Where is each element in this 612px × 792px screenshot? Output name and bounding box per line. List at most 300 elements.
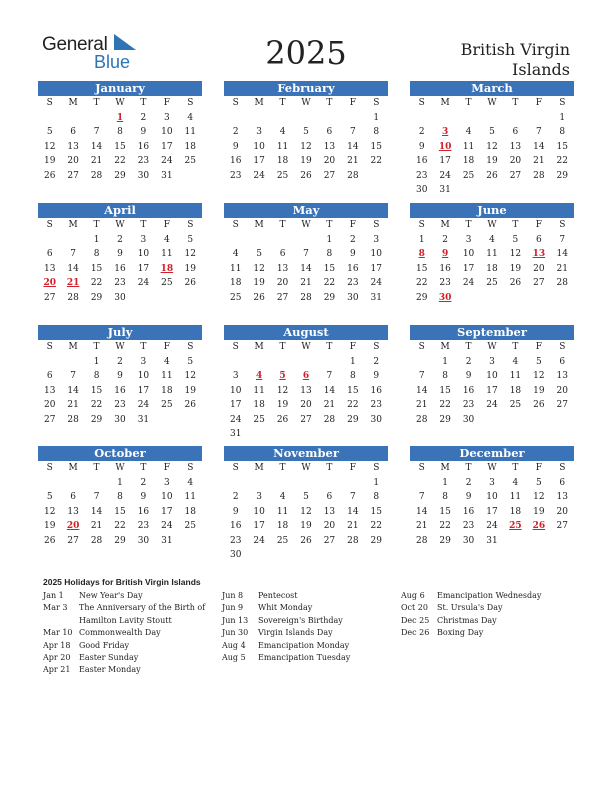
day-cell: 15 bbox=[439, 506, 451, 517]
empty-cell bbox=[318, 476, 341, 491]
weekday-label: T bbox=[326, 220, 333, 230]
weekday-label: W bbox=[487, 98, 497, 108]
month-header: March bbox=[410, 81, 574, 96]
day-cell: 7 bbox=[418, 492, 425, 502]
day-cell: 24 bbox=[253, 170, 265, 181]
day-cell: 14 bbox=[347, 506, 359, 517]
day-cell: 9 bbox=[349, 249, 356, 259]
day-cell: 28 bbox=[90, 535, 103, 546]
holiday-date: 1 bbox=[116, 112, 124, 123]
day-cell: 8 bbox=[373, 127, 380, 137]
day-cell: 16 bbox=[370, 385, 382, 396]
day-cell: 6 bbox=[535, 234, 542, 245]
day-cell: 13 bbox=[509, 141, 522, 152]
day-cell: 20 bbox=[556, 385, 568, 396]
day-cell: 15 bbox=[439, 385, 451, 396]
day-cell: 5 bbox=[46, 127, 53, 137]
day-cell: 29 bbox=[90, 414, 103, 425]
day-cell: 24 bbox=[137, 400, 150, 410]
month-grid bbox=[38, 340, 202, 427]
weekday-label: F bbox=[535, 220, 542, 230]
day-cell: 3 bbox=[163, 112, 170, 123]
day-cell: 21 bbox=[90, 156, 103, 166]
empty-cell bbox=[38, 355, 61, 370]
day-cell: 22 bbox=[370, 521, 382, 531]
day-cell: 8 bbox=[326, 249, 333, 259]
weekday-label: M bbox=[254, 463, 264, 473]
month-grid bbox=[224, 461, 388, 563]
day-cell: 13 bbox=[43, 263, 56, 274]
day-cell: 28 bbox=[415, 535, 428, 546]
day-cell: 6 bbox=[559, 477, 566, 488]
month-december bbox=[410, 446, 574, 548]
day-cell: 15 bbox=[90, 385, 103, 396]
day-cell: 20 bbox=[323, 156, 336, 166]
empty-cell bbox=[504, 111, 527, 126]
weekday-label: T bbox=[465, 220, 472, 230]
weekday-label: F bbox=[163, 342, 170, 352]
day-cell: 25 bbox=[462, 170, 475, 181]
day-cell: 23 bbox=[114, 400, 126, 410]
weekday-label: S bbox=[46, 98, 53, 108]
weekday-label: S bbox=[373, 342, 380, 352]
day-cell: 24 bbox=[370, 278, 382, 288]
day-cell: 27 bbox=[276, 292, 289, 303]
day-cell: 7 bbox=[70, 249, 76, 259]
day-cell: 5 bbox=[303, 127, 309, 137]
day-cell: 31 bbox=[486, 535, 498, 546]
day-cell: 2 bbox=[232, 492, 239, 502]
day-cell: 11 bbox=[486, 249, 498, 259]
day-cell: 15 bbox=[114, 141, 126, 152]
calendar-year: 2025 bbox=[265, 34, 347, 72]
day-cell: 29 bbox=[439, 414, 451, 425]
day-cell: 27 bbox=[323, 170, 336, 181]
day-cell: 29 bbox=[370, 535, 382, 546]
holiday-date-label: Jun 9 bbox=[222, 603, 244, 613]
day-cell: 5 bbox=[187, 234, 194, 245]
day-cell: 19 bbox=[184, 263, 196, 274]
day-cell: 15 bbox=[370, 506, 382, 517]
day-cell: 9 bbox=[117, 371, 123, 381]
day-cell: 14 bbox=[67, 385, 79, 396]
holiday-date: 9 bbox=[442, 249, 449, 259]
brand-name-blue: Blue bbox=[94, 52, 131, 72]
day-cell: 27 bbox=[43, 414, 56, 425]
day-cell: 30 bbox=[114, 414, 126, 425]
day-cell: 12 bbox=[43, 506, 56, 517]
holiday-date: 25 bbox=[509, 521, 522, 531]
day-cell: 4 bbox=[489, 234, 495, 245]
country-name-line2: Islands bbox=[512, 60, 570, 79]
day-cell: 6 bbox=[559, 356, 566, 367]
day-cell: 25 bbox=[276, 170, 289, 181]
holiday-row bbox=[222, 652, 392, 664]
month-may bbox=[224, 203, 388, 305]
day-cell: 26 bbox=[276, 414, 289, 425]
empty-cell bbox=[433, 111, 456, 126]
day-cell: 1 bbox=[117, 477, 123, 488]
holiday-name: Sovereign's Birthday bbox=[258, 615, 343, 625]
day-cell: 30 bbox=[462, 535, 475, 546]
day-cell: 19 bbox=[533, 506, 545, 517]
month-august bbox=[224, 325, 388, 442]
month-grid bbox=[410, 340, 574, 427]
day-cell: 1 bbox=[349, 356, 356, 367]
day-cell: 2 bbox=[418, 127, 425, 137]
day-cell: 2 bbox=[140, 477, 147, 488]
weekday-label: S bbox=[46, 463, 53, 473]
holiday-column bbox=[401, 590, 571, 640]
month-header: April bbox=[38, 203, 202, 218]
holiday-date-label: Mar 10 bbox=[43, 628, 73, 638]
day-cell: 9 bbox=[465, 371, 472, 381]
day-cell: 1 bbox=[373, 477, 380, 488]
holiday-date: 8 bbox=[418, 249, 425, 259]
day-cell: 5 bbox=[535, 477, 542, 488]
weekday-label: W bbox=[301, 98, 311, 108]
weekday-label: S bbox=[232, 463, 239, 473]
day-cell: 21 bbox=[347, 156, 359, 166]
empty-cell bbox=[294, 233, 317, 248]
empty-cell bbox=[410, 355, 433, 370]
holiday-date-label: Apr 20 bbox=[43, 653, 71, 663]
day-cell: 31 bbox=[161, 535, 173, 546]
day-cell: 26 bbox=[300, 535, 312, 546]
day-cell: 13 bbox=[556, 492, 568, 502]
day-cell: 12 bbox=[184, 371, 196, 381]
day-cell: 6 bbox=[326, 127, 333, 137]
day-cell: 27 bbox=[323, 535, 336, 546]
day-cell: 14 bbox=[415, 506, 428, 517]
day-cell: 28 bbox=[533, 170, 545, 181]
day-cell: 9 bbox=[117, 249, 123, 259]
day-cell: 18 bbox=[253, 400, 265, 410]
day-cell: 4 bbox=[465, 127, 472, 137]
holiday-column bbox=[222, 590, 392, 664]
day-cell: 18 bbox=[229, 278, 242, 288]
day-cell: 5 bbox=[489, 127, 495, 137]
holiday-row bbox=[43, 664, 228, 676]
day-cell: 22 bbox=[370, 156, 382, 166]
day-cell: 2 bbox=[373, 356, 380, 367]
day-cell: 28 bbox=[347, 535, 359, 546]
day-cell: 16 bbox=[415, 156, 428, 166]
holiday-row bbox=[222, 602, 392, 614]
day-cell: 27 bbox=[67, 170, 79, 181]
holiday-date: 5 bbox=[279, 371, 286, 381]
day-cell: 1 bbox=[93, 234, 100, 245]
day-cell: 24 bbox=[229, 414, 242, 425]
day-cell: 16 bbox=[439, 263, 451, 274]
month-grid bbox=[224, 340, 388, 442]
day-cell: 11 bbox=[462, 141, 475, 152]
day-cell: 1 bbox=[373, 112, 380, 123]
empty-cell bbox=[457, 111, 480, 126]
day-cell: 5 bbox=[303, 492, 309, 502]
day-cell: 2 bbox=[117, 234, 123, 245]
weekday-label: W bbox=[301, 463, 311, 473]
empty-cell bbox=[480, 111, 503, 126]
day-cell: 10 bbox=[253, 506, 265, 517]
day-cell: 23 bbox=[439, 278, 451, 288]
day-cell: 13 bbox=[67, 506, 79, 517]
day-cell: 14 bbox=[300, 263, 312, 274]
day-cell: 30 bbox=[462, 414, 475, 425]
day-cell: 19 bbox=[300, 156, 312, 166]
day-cell: 26 bbox=[43, 535, 56, 546]
day-cell: 11 bbox=[509, 371, 522, 381]
day-cell: 4 bbox=[163, 356, 170, 367]
empty-cell bbox=[271, 476, 294, 491]
weekday-label: T bbox=[465, 463, 472, 473]
holiday-date-label: Oct 20 bbox=[401, 603, 428, 613]
weekday-label: S bbox=[559, 342, 566, 352]
month-grid bbox=[410, 461, 574, 548]
weekday-label: W bbox=[115, 98, 125, 108]
day-cell: 7 bbox=[70, 371, 76, 381]
day-cell: 13 bbox=[300, 385, 312, 396]
day-cell: 8 bbox=[373, 492, 380, 502]
day-cell: 4 bbox=[163, 234, 170, 245]
day-cell: 3 bbox=[465, 234, 472, 245]
empty-cell bbox=[294, 476, 317, 491]
holiday-name: Emancipation Wednesday bbox=[437, 591, 542, 600]
day-cell: 16 bbox=[462, 385, 475, 396]
weekday-label: S bbox=[418, 463, 425, 473]
day-cell: 2 bbox=[465, 356, 472, 367]
day-cell: 28 bbox=[90, 170, 103, 181]
weekday-label: S bbox=[232, 220, 239, 230]
day-cell: 14 bbox=[347, 141, 359, 152]
month-header: January bbox=[38, 81, 202, 96]
holiday-date-label: Aug 4 bbox=[222, 640, 246, 650]
weekday-label: T bbox=[140, 98, 147, 108]
month-header: October bbox=[38, 446, 202, 461]
weekday-label: W bbox=[301, 342, 311, 352]
day-cell: 26 bbox=[184, 400, 196, 410]
day-cell: 17 bbox=[137, 263, 150, 274]
day-cell: 10 bbox=[161, 492, 173, 502]
day-cell: 1 bbox=[442, 477, 448, 488]
month-july bbox=[38, 325, 202, 427]
weekday-label: S bbox=[373, 463, 380, 473]
day-cell: 3 bbox=[489, 356, 495, 367]
day-cell: 27 bbox=[43, 292, 56, 303]
day-cell: 2 bbox=[140, 112, 147, 123]
day-cell: 19 bbox=[533, 385, 545, 396]
day-cell: 12 bbox=[184, 249, 196, 259]
day-cell: 19 bbox=[43, 521, 56, 531]
weekday-label: T bbox=[512, 220, 519, 230]
day-cell: 14 bbox=[323, 385, 336, 396]
month-header: August bbox=[224, 325, 388, 340]
day-cell: 15 bbox=[556, 141, 568, 152]
day-cell: 8 bbox=[442, 371, 448, 381]
day-cell: 15 bbox=[347, 385, 359, 396]
day-cell: 30 bbox=[137, 535, 150, 546]
holiday-row bbox=[401, 615, 571, 627]
weekday-label: T bbox=[93, 342, 100, 352]
day-cell: 19 bbox=[276, 400, 289, 410]
day-cell: 5 bbox=[46, 492, 53, 502]
weekday-label: M bbox=[440, 98, 450, 108]
weekday-label: T bbox=[279, 98, 286, 108]
holiday-row bbox=[43, 590, 228, 602]
holiday-date-label: Aug 5 bbox=[222, 653, 246, 663]
day-cell: 17 bbox=[161, 141, 173, 152]
empty-cell bbox=[61, 111, 84, 126]
holiday-date-label: Jan 1 bbox=[43, 591, 64, 600]
day-cell: 18 bbox=[509, 506, 522, 517]
day-cell: 26 bbox=[253, 292, 265, 303]
holiday-name: Easter Monday bbox=[79, 665, 141, 675]
day-cell: 10 bbox=[137, 371, 150, 381]
day-cell: 26 bbox=[184, 278, 196, 288]
weekday-label: T bbox=[326, 342, 333, 352]
day-cell: 18 bbox=[486, 263, 498, 274]
holiday-row bbox=[401, 590, 571, 602]
weekday-label: F bbox=[163, 463, 170, 473]
day-cell: 27 bbox=[533, 278, 545, 288]
day-cell: 25 bbox=[161, 278, 173, 288]
holiday-name: Whit Monday bbox=[258, 603, 313, 613]
day-cell: 2 bbox=[442, 234, 448, 245]
day-cell: 7 bbox=[93, 492, 100, 502]
day-cell: 21 bbox=[323, 400, 336, 410]
day-cell: 8 bbox=[117, 127, 123, 137]
day-cell: 30 bbox=[137, 170, 150, 181]
holiday-date-label: Apr 18 bbox=[43, 640, 71, 650]
day-cell: 11 bbox=[276, 506, 289, 517]
holiday-row bbox=[401, 627, 571, 639]
day-cell: 22 bbox=[114, 156, 126, 166]
holiday-row bbox=[222, 627, 392, 639]
day-cell: 27 bbox=[509, 170, 522, 181]
empty-cell bbox=[271, 111, 294, 126]
day-cell: 21 bbox=[347, 521, 359, 531]
brand-name-general: General bbox=[42, 34, 108, 55]
weekday-label: T bbox=[465, 98, 472, 108]
month-march bbox=[410, 81, 574, 198]
weekday-label: S bbox=[232, 342, 239, 352]
empty-cell bbox=[341, 476, 364, 491]
day-cell: 22 bbox=[90, 278, 103, 288]
day-cell: 23 bbox=[137, 156, 150, 166]
day-cell: 20 bbox=[300, 400, 312, 410]
day-cell: 9 bbox=[418, 141, 425, 152]
day-cell: 7 bbox=[326, 371, 333, 381]
day-cell: 18 bbox=[462, 156, 475, 166]
day-cell: 19 bbox=[253, 278, 265, 288]
day-cell: 19 bbox=[300, 521, 312, 531]
day-cell: 16 bbox=[137, 506, 150, 517]
day-cell: 15 bbox=[323, 263, 336, 274]
holiday-date: 6 bbox=[302, 371, 310, 381]
weekday-label: T bbox=[326, 463, 333, 473]
holiday-date-label: Jun 30 bbox=[222, 628, 249, 638]
day-cell: 23 bbox=[229, 535, 242, 546]
day-cell: 27 bbox=[67, 535, 79, 546]
day-cell: 6 bbox=[512, 127, 519, 137]
empty-cell bbox=[527, 111, 550, 126]
day-cell: 6 bbox=[326, 492, 333, 502]
day-cell: 28 bbox=[67, 414, 79, 425]
weekday-label: S bbox=[46, 220, 53, 230]
weekday-label: M bbox=[440, 220, 450, 230]
day-cell: 7 bbox=[418, 371, 425, 381]
day-cell: 6 bbox=[70, 492, 76, 502]
day-cell: 30 bbox=[347, 292, 359, 303]
month-header: July bbox=[38, 325, 202, 340]
holidays-title: 2025 Holidays for British Virgin Islands bbox=[43, 577, 201, 587]
day-cell: 11 bbox=[161, 249, 173, 259]
weekday-label: T bbox=[279, 220, 286, 230]
day-cell: 9 bbox=[232, 141, 239, 152]
day-cell: 11 bbox=[184, 492, 196, 502]
day-cell: 19 bbox=[184, 385, 196, 396]
day-cell: 21 bbox=[90, 521, 103, 531]
weekday-label: F bbox=[163, 220, 170, 230]
day-cell: 26 bbox=[300, 170, 312, 181]
day-cell: 12 bbox=[509, 249, 522, 259]
weekday-label: F bbox=[535, 98, 542, 108]
weekday-label: F bbox=[349, 342, 356, 352]
weekday-label: S bbox=[373, 220, 380, 230]
weekday-label: S bbox=[418, 98, 425, 108]
day-cell: 11 bbox=[509, 492, 522, 502]
day-cell: 28 bbox=[323, 414, 336, 425]
weekday-label: W bbox=[487, 463, 497, 473]
empty-cell bbox=[224, 355, 247, 370]
day-cell: 10 bbox=[370, 249, 382, 259]
weekday-label: S bbox=[559, 98, 566, 108]
day-cell: 24 bbox=[462, 278, 475, 288]
weekday-label: T bbox=[512, 463, 519, 473]
day-cell: 12 bbox=[276, 385, 289, 396]
day-cell: 12 bbox=[300, 506, 312, 517]
day-cell: 2 bbox=[465, 477, 472, 488]
month-header: May bbox=[224, 203, 388, 218]
day-cell: 16 bbox=[114, 263, 126, 274]
day-cell: 12 bbox=[300, 141, 312, 152]
day-cell: 24 bbox=[161, 156, 173, 166]
day-cell: 17 bbox=[486, 506, 498, 517]
empty-cell bbox=[294, 111, 317, 126]
month-grid bbox=[410, 96, 574, 198]
holiday-date-label: Aug 6 bbox=[401, 591, 425, 600]
holiday-name: Commonwealth Day bbox=[79, 628, 161, 638]
holiday-date: 20 bbox=[66, 521, 80, 531]
day-cell: 9 bbox=[232, 506, 239, 517]
holiday-date: 26 bbox=[532, 521, 546, 531]
holiday-date: 10 bbox=[438, 141, 452, 152]
day-cell: 21 bbox=[533, 156, 545, 166]
day-cell: 27 bbox=[556, 521, 568, 531]
month-january bbox=[38, 81, 202, 183]
day-cell: 26 bbox=[509, 278, 522, 288]
day-cell: 29 bbox=[114, 170, 126, 181]
day-cell: 16 bbox=[347, 263, 359, 274]
day-cell: 2 bbox=[117, 356, 123, 367]
day-cell: 22 bbox=[439, 400, 451, 410]
day-cell: 8 bbox=[349, 371, 356, 381]
day-cell: 14 bbox=[415, 385, 428, 396]
day-cell: 6 bbox=[46, 249, 53, 259]
weekday-label: S bbox=[46, 342, 53, 352]
day-cell: 25 bbox=[161, 400, 173, 410]
day-cell: 16 bbox=[114, 385, 126, 396]
